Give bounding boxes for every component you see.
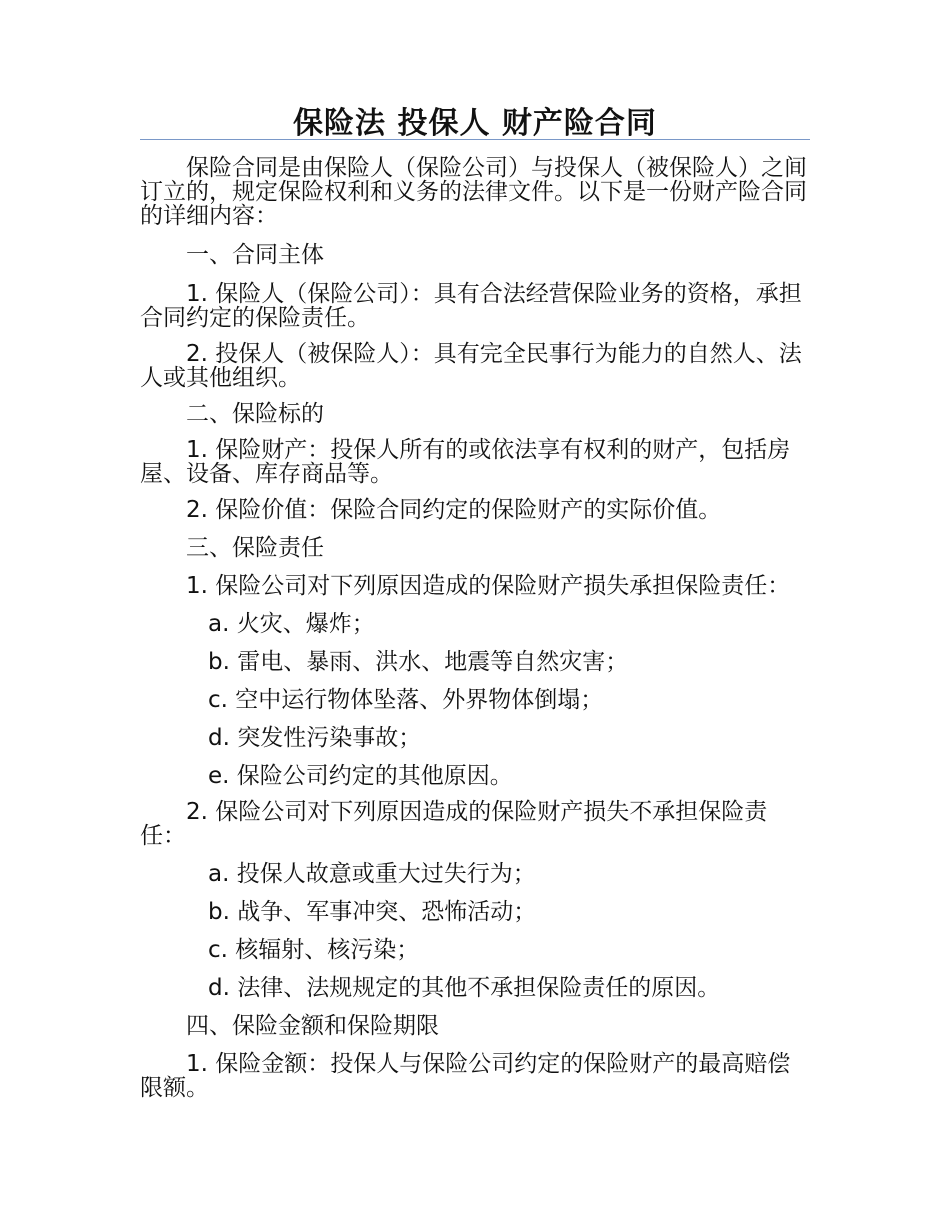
amount-item-insured-amount: 1. 保险金额：投保人与保险公司约定的保险财产的最高赔偿限额。 — [140, 1051, 791, 1101]
subject-matter-item-value: 2. 保险价值：保险合同约定的保险财产的实际价值。 — [186, 497, 722, 523]
section-heading-subject-matter: 二、保险标的 — [186, 401, 324, 427]
liability-clause-covered: 1. 保险公司对下列原因造成的保险财产损失承担保险责任： — [186, 573, 791, 599]
covered-cause-item: b. 雷电、暴雨、洪水、地震等自然灾害； — [208, 649, 629, 675]
section-heading-subjects: 一、合同主体 — [186, 242, 324, 268]
covered-cause-item: c. 空中运行物体坠落、外界物体倒塌； — [208, 687, 604, 713]
section-heading-amount-term: 四、保险金额和保险期限 — [186, 1013, 439, 1039]
covered-cause-item: d. 突发性污染事故； — [208, 725, 422, 751]
excluded-cause-item: b. 战争、军事冲突、恐怖活动； — [208, 899, 537, 925]
document-title: 保险法 投保人 财产险合同 — [293, 106, 657, 141]
section-heading-liability: 三、保险责任 — [186, 535, 324, 561]
liability-clause-excluded: 2. 保险公司对下列原因造成的保险财产损失不承担保险责任： — [140, 799, 768, 849]
intro-paragraph: 保险合同是由保险人（保险公司）与投保人（被保险人）之间订立的，规定保险权利和义务的法律文件。以下是一份财产险合同的详细内容： — [140, 155, 807, 229]
title-underline — [140, 139, 810, 140]
subject-item-policyholder: 2. 投保人（被保险人）：具有完全民事行为能力的自然人、法人或其他组织。 — [140, 341, 802, 391]
excluded-cause-item: c. 核辐射、核污染； — [208, 937, 420, 963]
excluded-cause-item: a. 投保人故意或重大过失行为； — [208, 861, 536, 887]
covered-cause-item: e. 保险公司约定的其他原因。 — [208, 763, 513, 789]
document-body — [140, 153, 810, 1100]
subject-matter-item-property: 1. 保险财产：投保人所有的或依法享有权利的财产，包括房屋、设备、库存商品等。 — [140, 437, 791, 487]
excluded-cause-item: d. 法律、法规规定的其他不承担保险责任的原因。 — [208, 975, 721, 1001]
covered-cause-item: a. 火灾、爆炸； — [208, 611, 375, 637]
subject-item-insurer: 1. 保险人（保险公司）：具有合法经营保险业务的资格，承担合同约定的保险责任。 — [140, 281, 802, 331]
